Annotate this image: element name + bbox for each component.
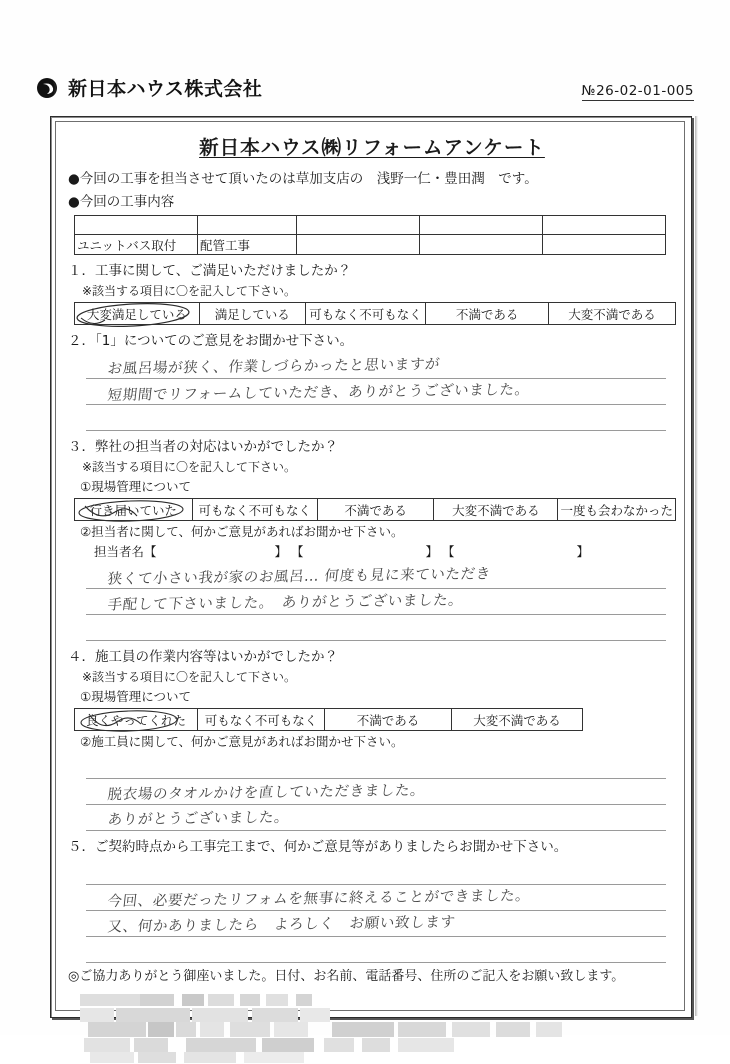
write-line (86, 405, 666, 431)
q4-option-2[interactable]: 不満である (325, 709, 452, 731)
work-cell-5 (543, 235, 666, 255)
write-line (86, 911, 666, 937)
q4-option-3[interactable]: 大変不満である (452, 709, 583, 731)
q3-option-0[interactable] (75, 499, 193, 521)
q1-option-0[interactable] (75, 303, 200, 325)
question-2-text: ２．「1」についてのご意見をお聞かせ下さい。 (68, 333, 354, 349)
write-line (86, 353, 666, 379)
work-cell-1: ユニットバス取付 (75, 235, 198, 255)
work-cell-4 (420, 235, 543, 255)
q4-option-0-label: 良くやってくれた (85, 712, 186, 728)
work-cell-top (75, 216, 198, 235)
handwriting-line: 又、何かありましたら よろしく お願い致します (106, 914, 457, 936)
q3-option-2[interactable]: 不満である (317, 499, 433, 521)
page-header (0, 74, 730, 116)
table-row (75, 216, 666, 235)
form-title: 新日本ハウス㈱リフォームアンケート (199, 136, 545, 159)
write-line (86, 937, 666, 963)
handwriting-line: 短期間でリフォームしていただき、ありがとうございました。 (106, 382, 531, 404)
write-line (86, 615, 666, 641)
question-4-sub1: ①現場管理について (80, 689, 191, 704)
question-3-sub2: ②担当者に関して、何かご意見があればお聞かせ下さい。 (80, 524, 404, 539)
scan-edge-shadow (695, 116, 698, 1016)
question-1-text: １．工事に関して、ご満足いただけましたか？ (68, 263, 352, 279)
question-4-answer (68, 753, 676, 831)
question-4-options-table (74, 708, 583, 731)
q4-option-0[interactable] (75, 709, 198, 731)
handwriting-line: 手配して下さいました。 ありがとうございました。 (106, 592, 465, 614)
write-line (86, 805, 666, 831)
table-row (75, 709, 583, 731)
work-content-table (74, 215, 666, 255)
question-4-note: ※該当する項目に〇を記入して下さい。 (82, 670, 297, 684)
question-3-text: ３．弊社の担当者の対応はいかがでしたか？ (68, 439, 338, 455)
handwriting-line: ありがとうございました。 (106, 809, 291, 829)
write-line (86, 563, 666, 589)
work-content-label: ●今回の工事内容 (68, 194, 175, 210)
q1-option-1[interactable]: 満足している (199, 303, 305, 325)
question-3-note: ※該当する項目に〇を記入して下さい。 (82, 460, 297, 474)
company-logo-block (36, 74, 262, 101)
redacted-personal-info (74, 992, 674, 1064)
q1-option-4[interactable]: 大変不満である (548, 303, 675, 325)
document-number: №26-02-01-005 (581, 83, 694, 99)
table-row (75, 235, 666, 255)
question-5-answer (68, 859, 676, 963)
q1-option-0-label: 大変満足している (86, 306, 187, 322)
person-in-charge-row: 担当者名【 】 【 】 【 】 (94, 544, 589, 559)
handwriting-line: 狭くて小さい我が家のお風呂… 何度も見に来ていただき (106, 566, 492, 588)
person-in-charge-label: 担当者名【 (94, 544, 157, 559)
work-cell-top (420, 216, 543, 235)
q4-option-1[interactable]: 可もなく不可もなく (198, 709, 325, 731)
q3-option-3[interactable]: 大変不満である (434, 499, 558, 521)
write-line (86, 859, 666, 885)
q3-option-1[interactable]: 可もなく不可もなく (192, 499, 317, 521)
handwriting-line: お風呂場が狭く、作業しづらかったと思いますが (106, 356, 441, 378)
footer-thanks-text: ◎ご協力ありがとう御座いました。日付、お名前、電話番号、住所のご記入をお願い致します。 (68, 969, 625, 984)
question-3-sub1: ①現場管理について (80, 479, 191, 494)
work-cell-top (198, 216, 297, 235)
write-line (86, 885, 666, 911)
question-1-note: ※該当する項目に〇を記入して下さい。 (82, 284, 297, 298)
question-5-text: ５．ご契約時点から工事完工まで、何かご意見等がありましたらお聞かせ下さい。 (68, 839, 568, 855)
write-line (86, 779, 666, 805)
question-2-answer (68, 353, 676, 431)
q1-option-2[interactable]: 可もなく不可もなく (305, 303, 426, 325)
work-cell-top (543, 216, 666, 235)
question-1-options-table (74, 302, 676, 325)
q3-option-4[interactable]: 一度も会わなかった (558, 499, 676, 521)
handwriting-line: 今回、必要だったリフォムを無事に終えることができました。 (106, 888, 532, 910)
question-4-sub2: ②施工員に関して、何かご意見があればお聞かせ下さい。 (80, 734, 404, 749)
q1-option-3[interactable]: 不満である (426, 303, 549, 325)
q3-option-0-label: 行き届いていた (89, 502, 178, 518)
swoosh-logo-icon (36, 75, 62, 101)
table-row (75, 499, 676, 521)
work-cell-top (297, 216, 420, 235)
write-line (86, 753, 666, 779)
handwriting-line: 脱衣場のタオルかけを直していただきました。 (106, 782, 427, 804)
intro-text: ●今回の工事を担当させて頂いたのは草加支店の 浅野一仁・豊田潤 です。 (68, 171, 538, 187)
question-3-answer (68, 563, 676, 641)
form-content (50, 116, 690, 1016)
question-4-text: ４．施工員の作業内容等はいかがでしたか？ (68, 649, 338, 665)
work-cell-2: 配管工事 (198, 235, 297, 255)
table-row (75, 303, 676, 325)
company-name: 新日本ハウス株式会社 (68, 78, 263, 100)
write-line (86, 589, 666, 615)
question-3-options-table (74, 498, 676, 521)
work-cell-3 (297, 235, 420, 255)
write-line (86, 379, 666, 405)
